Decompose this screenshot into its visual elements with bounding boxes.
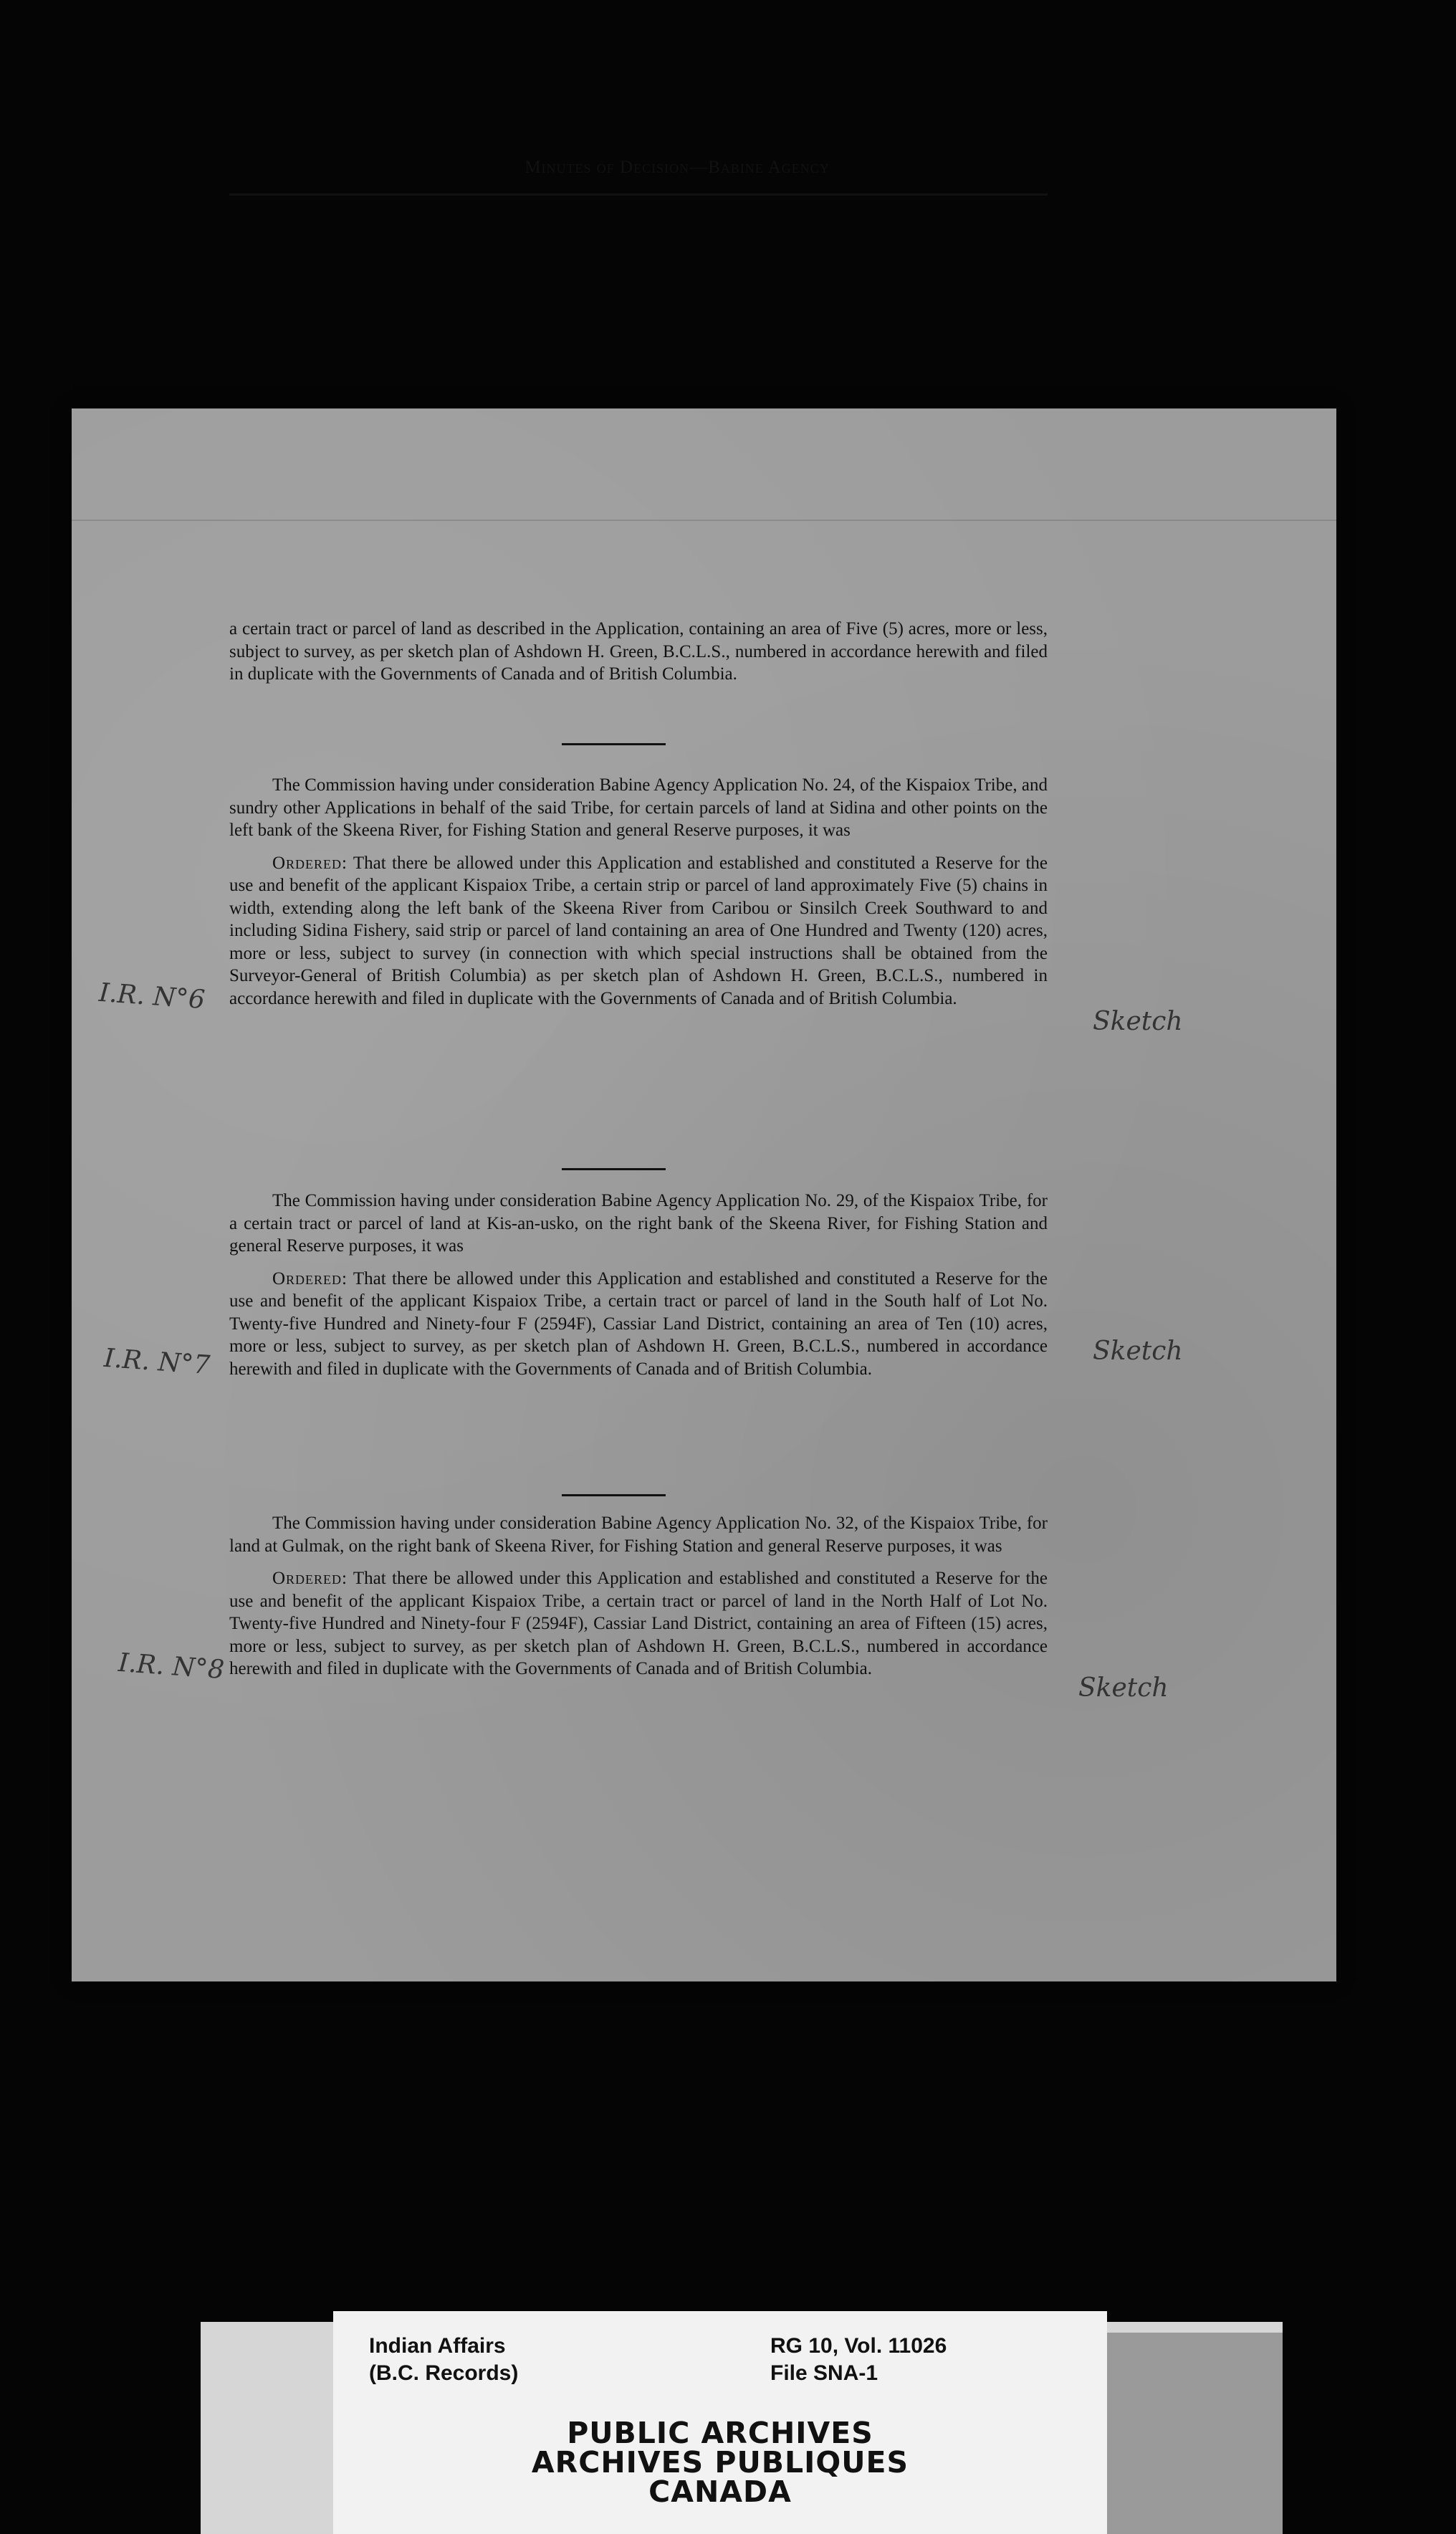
archive-label-card	[333, 2311, 1107, 2534]
archive-source	[369, 2333, 518, 2387]
section-2	[229, 1190, 1048, 1380]
section-separator	[562, 743, 666, 745]
margin-note-sketch: Sketch	[1093, 1007, 1183, 1036]
archive-source-line-2: (B.C. Records)	[369, 2361, 519, 2385]
paragraph-1-block	[229, 618, 1048, 686]
fold-line	[72, 520, 1336, 521]
paragraph-5-text: That there be allowed under this Application and established and constituted a Reserve for the use and benefit of the applicant Kispaiox Tribe, a certain tract or parcel of land in the South half of Lot No. Twenty-five Hundred and Ninety-four F (2594F), Cassiar Land District, containing an area of Ten (10) acres, more or less, subject to survey, as per sketch plan of Ashdown H. Green, B.C.L.S., numbered in accordance herewith and filed in duplicate with the Governments of Canada and of British Columbia.	[229, 1268, 1048, 1379]
ordered-label: Ordered:	[272, 1268, 348, 1288]
paragraph-3	[229, 852, 1048, 1010]
ordered-label: Ordered:	[272, 1569, 348, 1588]
section-3	[229, 1512, 1048, 1680]
margin-note-ir-7: I.R. N°7	[102, 1343, 211, 1381]
paragraph-2: The Commission having under consideration Babine Agency Application No. 24, of the Kispaiox Tribe, and sundry other Applications in behalf of the said Tribe, for certain parcels of land at Sidina and other points on the left bank of the Skeena River, for Fishing Station and general Reserve purposes, it was	[229, 775, 1048, 840]
archive-reference-line-2: File SNA-1	[770, 2361, 878, 2385]
paragraph-3-text: That there be allowed under this Application and established and constituted a Reserve for the use and benefit of the applicant Kispaiox Tribe, a certain strip or parcel of land approximately Five (5) chains in width, extending along the left bank of the Skeena River from Caribou or Sinsilch Creek Southward to and including Sidina Fishery, said strip or parcel of land containing an area of One Hundred and Twenty (120) acres, more or less, subject to survey (in connection with which special instructions shall be obtained from the Surveyor-General of British Columbia) as per sketch plan of Ashdown H. Green, B.C.L.S., numbered in accordance herewith and filed in duplicate with the Governments of Canada and of British Columbia.	[229, 853, 1048, 1008]
header-rule	[229, 193, 1048, 196]
archive-title-line-1: PUBLIC ARCHIVES	[567, 2416, 873, 2450]
archive-title	[333, 2416, 1107, 2509]
section-1	[229, 774, 1048, 1010]
margin-note-sketch: Sketch	[1078, 1673, 1169, 1703]
paragraph-7-text: That there be allowed under this Application and established and constituted a Reserve for the use and benefit of the applicant Kispaiox Tribe, a certain tract or parcel of land in the North Half of Lot No. Twenty-five Hundred and Ninety-four F (2594F), Cassiar Land District, containing an area of Fifteen (15) acres, more or less, subject to survey, as per sketch plan of Ashdown H. Green, B.C.L.S., numbered in accordance herewith and filed in duplicate with the Governments of Canada and of British Columbia.	[229, 1569, 1048, 1678]
ordered-label: Ordered:	[272, 853, 348, 873]
margin-note-sketch: Sketch	[1093, 1337, 1183, 1366]
paragraph-5	[229, 1268, 1048, 1381]
archive-reference-line-1: RG 10, Vol. 11026	[770, 2334, 947, 2358]
paragraph-6: The Commission having under consideration Babine Agency Application No. 32, of the Kispaiox Tribe, for land at Gulmak, on the right bank of Skeena River, for Fishing Station and general Reserve purposes, it was	[229, 1514, 1048, 1556]
paragraph-4: The Commission having under consideration Babine Agency Application No. 29, of the Kispaiox Tribe, for a certain tract or parcel of land at Kis-an-usko, on the right bank of the Skeena River, for Fishing Station and general Reserve purposes, it was	[229, 1191, 1048, 1256]
archive-reference	[770, 2333, 947, 2387]
page-header: Minutes of Decision—Babine Agency	[525, 158, 830, 177]
margin-note-ir-6: I.R. N°6	[97, 977, 206, 1015]
paragraph-7	[229, 1567, 1048, 1680]
section-separator	[562, 1168, 666, 1170]
section-separator	[562, 1494, 666, 1496]
paragraph-1: a certain tract or parcel of land as described in the Application, containing an area of Five (5) acres, more or less, subject to survey, as per sketch plan of Ashdown H. Green, B.C.L.S., numbered in accordance herewith and filed in duplicate with the Governments of Canada and of British Columbia.	[229, 619, 1048, 684]
margin-note-ir-8: I.R. N°8	[117, 1648, 226, 1686]
archive-source-line-1: Indian Affairs	[369, 2334, 506, 2358]
archive-title-line-3: CANADA	[648, 2475, 792, 2509]
archive-title-line-2: ARCHIVES PUBLIQUES	[531, 2445, 909, 2480]
